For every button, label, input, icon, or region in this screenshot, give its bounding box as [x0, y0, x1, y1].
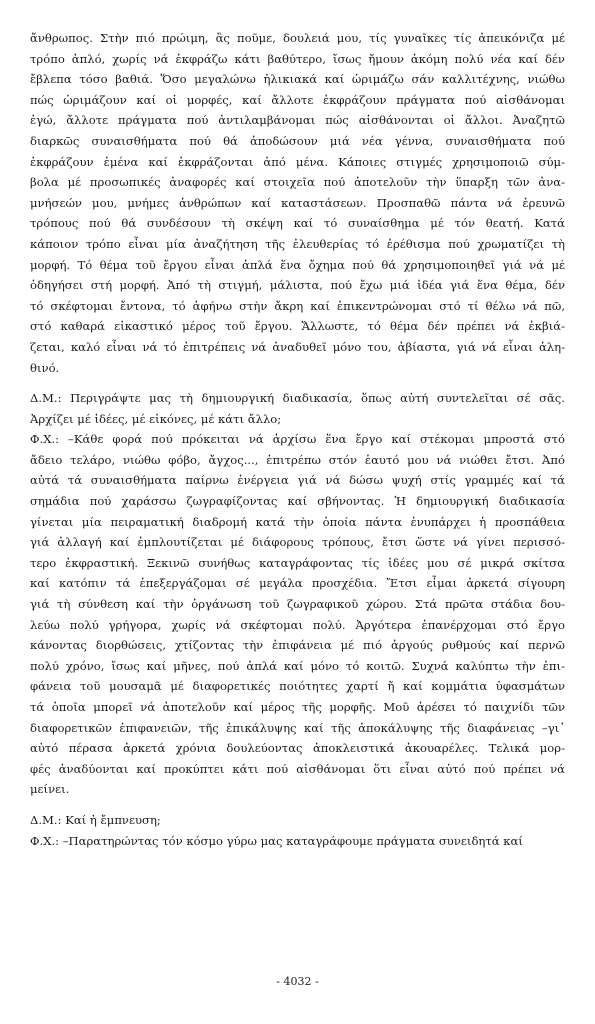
text-line: ἄνθρωπος. Στὴν πιό πρώιμη, ἂς ποῦμε, δουλειά μου, τίς γυναῖκες τίς ἀπεικόνιζα μέ: [30, 31, 565, 45]
page-number: - 4032 -: [276, 975, 319, 988]
text-line: Δ.Μ.: Περιγράψτε μας τὴ δημιουργική διαδικασία, ὅπως αὐτή συντελεῖται σέ σᾶς.: [30, 391, 565, 406]
text-line: φές ἀναδύονται καί προκύπτει κάτι πού αἰσθάνομαι ὅτι εἶναι αὐτό πού πρέπει νά: [30, 761, 565, 776]
text-line: βολα μέ προσωπικές ἀναφορές καί στοιχεῖα πού ἀποτελοῦν τὴν ὕπαρξη τῶν ἀνα-: [30, 175, 565, 190]
paragraph-question-2: [30, 810, 565, 831]
text-line: τερο ἐκφραστική. Ξεκινῶ συνήθως καταγράφοντας τίς ἰδέες μου σέ μικρά σκίτσα: [30, 555, 565, 570]
text-line: σημάδια πού χαράσσω ζωγραφίζοντας καί σβήνοντας. Ἡ δημιουργική διαδικασία: [30, 494, 565, 509]
text-line: διαρκῶς συναισθήματα πού θά ἀποδώσουν μιά νέα γέννα, συναισθήματα πού: [30, 133, 565, 148]
text-line: λεύω πολύ γρήγορα, χωρίς νά σκέφτομαι πολύ. Ἀργότερα ἐπανέρχομαι στό ἔργο: [30, 617, 565, 632]
text-line: φάνεια τοῦ μουσαμᾶ μέ διαφορετικές ποιότητες χαρτί ἤ καί κομμάτια ὑφασμάτων: [30, 679, 565, 694]
text-line: ὁδηγήσει στή μορφή. Ἀπό τὴ στιγμή, μάλιστα, πού ἔχω μιά ἰδέα γιά ἕνα θέμα, δέν: [30, 278, 565, 293]
text-line: κάνοντας διορθώσεις, χτίζοντας τὴν ἐπιφάνεια μέ πιό ἀργούς ρυθμούς καί περνῶ: [30, 638, 565, 653]
text-line: ἄδειο τελάρο, νιώθω φόβο, ἄγχος..., ἐπιτρέπω στόν ἑαυτό μου νά νιώθει ἔτσι. Ἀπό: [30, 452, 565, 467]
text-line: τό σκέφτομαι ἔντονα, τό ἀφήνω στὴν ἄκρη καί ἐπικεντρώνομαι στό τί θέλω νά πῶ,: [30, 298, 565, 313]
text-line: γίνεται μία πειραματική διαδρομή κατά τὴν ὁποία πάντα ἐνυπάρχει ἡ προσπάθεια: [30, 514, 565, 529]
paragraph-answer-2: [30, 429, 565, 800]
text-line: ἐγώ, ἄλλοτε πράγματα πού ἀντιλαμβάνομαι πώς αἰσθάνονται οἱ ἄλλοι. Ἀναζητῶ: [30, 113, 565, 128]
text-line: Φ.Χ.: –Κάθε φορά πού πρόκειται νά ἀρχίσω ἕνα ἔργο καί στέκομαι μπροστά στό: [30, 432, 565, 447]
text-line: ἔβλεπα τόσο βαθιά. Ὅσο μεγαλώνω ἡλικιακά καί ὡριμάζω σάν καλλιτέχνης, νιώθω: [30, 72, 565, 87]
text-line: τά ὁποῖα μπορεῖ νά ἀποτελοῦν καί μέρος τῆς μορφῆς. Μοῦ ἀρέσει τό παιχνίδι τῶν: [30, 700, 565, 714]
text-line: θινό.: [30, 360, 60, 375]
text-line: γιά ἀλλαγή καί ἐμπλουτίζεται μέ διάφορους τρόπους, ἔτσι ὥστε νά γίνει περισσό-: [30, 535, 565, 550]
text-line: κάποιον τρόπο εἶναι μία ἀναζήτηση τῆς ἐλευθερίας τό ἐρέθισμα πού χρωματίζει τὴ: [30, 236, 565, 251]
text-line: μείνει.: [30, 782, 70, 797]
text-line: πολύ χρόνο, ἴσως καί μῆνες, πού ἁπλά καί μόνο τό κοιτῶ. Συχνά καλύπτω τὴν ἐπι-: [30, 658, 565, 673]
text-line: διαφορετικῶν ἐπιφανειῶν, τῆς ἐπικάλυψης καί τῆς ἀποκάλυψης τῆς διαφάνειας –γι᾿: [30, 720, 565, 735]
text-line: πώς ὡριμάζουν καί οἱ μορφές, καί ἄλλοτε ἐκφράζουν πράγματα πού αἰσθάνομαι: [30, 92, 565, 107]
text-line: μνήσεών μου, μνήμες ἀνθρώπων καί καταστάσεων. Προσπαθῶ πάντα νά ἐρευνῶ: [30, 195, 565, 210]
text-line: ζεται, καλό εἶναι νά τό ἐπιτρέπεις νά ἀναδυθεῖ μόνο του, ἀβίαστα, γιά νά εἶναι ἀλη-: [30, 339, 565, 354]
text-line: αὐτό πέρασα ἀρκετά χρόνια δουλεύοντας ἀποκλειστικά ἀκουαρέλες. Τελικά μορ-: [30, 741, 565, 756]
text-line: μορφή. Τό θέμα τοῦ ἔργου εἶναι ἁπλά ἕνα ὄχημα πού θά χρησιμοποιηθεῖ γιά νά μέ: [30, 257, 565, 272]
text-line: στό καθαρά εἰκαστικό μέρος τοῦ ἔργου. Ἄλλωστε, τό θέμα δέν πρέπει νά ἐκβιά-: [30, 319, 565, 334]
text-line: γιά τὴ σύνθεση καί τὴν ὀργάνωση τοῦ ζωγραφικοῦ χώρου. Στά πρῶτα στάδια δου-: [30, 597, 565, 612]
text-line: καί κατόπιν τά ἐπεξεργάζομαι σέ μεγάλα προσχέδια. Ἔτσι εἶμαι ἀρκετά σίγουρη: [30, 576, 565, 591]
text-line: ἐκφράζουν ἐμένα καί ἐκφράζονται ἀπό μένα. Κάποιες στιγμές χρησιμοποιῶ σύμ-: [30, 154, 565, 169]
page-body: [30, 28, 565, 851]
paragraph-answer-1: [30, 28, 565, 378]
text-line: τρόπο ἁπλό, χωρίς νά ἐκφράζω κάτι βαθύτερο, ἴσως ἤμουν ἀκόμη πολύ νέα καί δέν: [30, 51, 565, 66]
text-line: αὐτά τά συναισθήματα παίρνω ἐνέργεια γιά νά δώσω ψυχή στίς γραμμές καί τά: [30, 473, 565, 488]
paragraph-question-1: [30, 388, 565, 429]
text-line: τρόπους πού θά συνδέσουν τὴ σκέψη καί τό συναίσθημα μέ τόν θεατή. Κατά: [30, 216, 565, 231]
paragraph-answer-3: [30, 831, 565, 852]
text-line: Φ.Χ.: –Παρατηρώντας τόν κόσμο γύρω μας καταγράφουμε πράγματα συνειδητά καί: [30, 833, 523, 848]
text-line: Ἀρχίζει μέ ἰδέες, μέ εἰκόνες, μέ κάτι ἄλλο;: [30, 411, 282, 426]
text-line: Δ.Μ.: Καί ἡ ἔμπνευση;: [30, 812, 161, 827]
